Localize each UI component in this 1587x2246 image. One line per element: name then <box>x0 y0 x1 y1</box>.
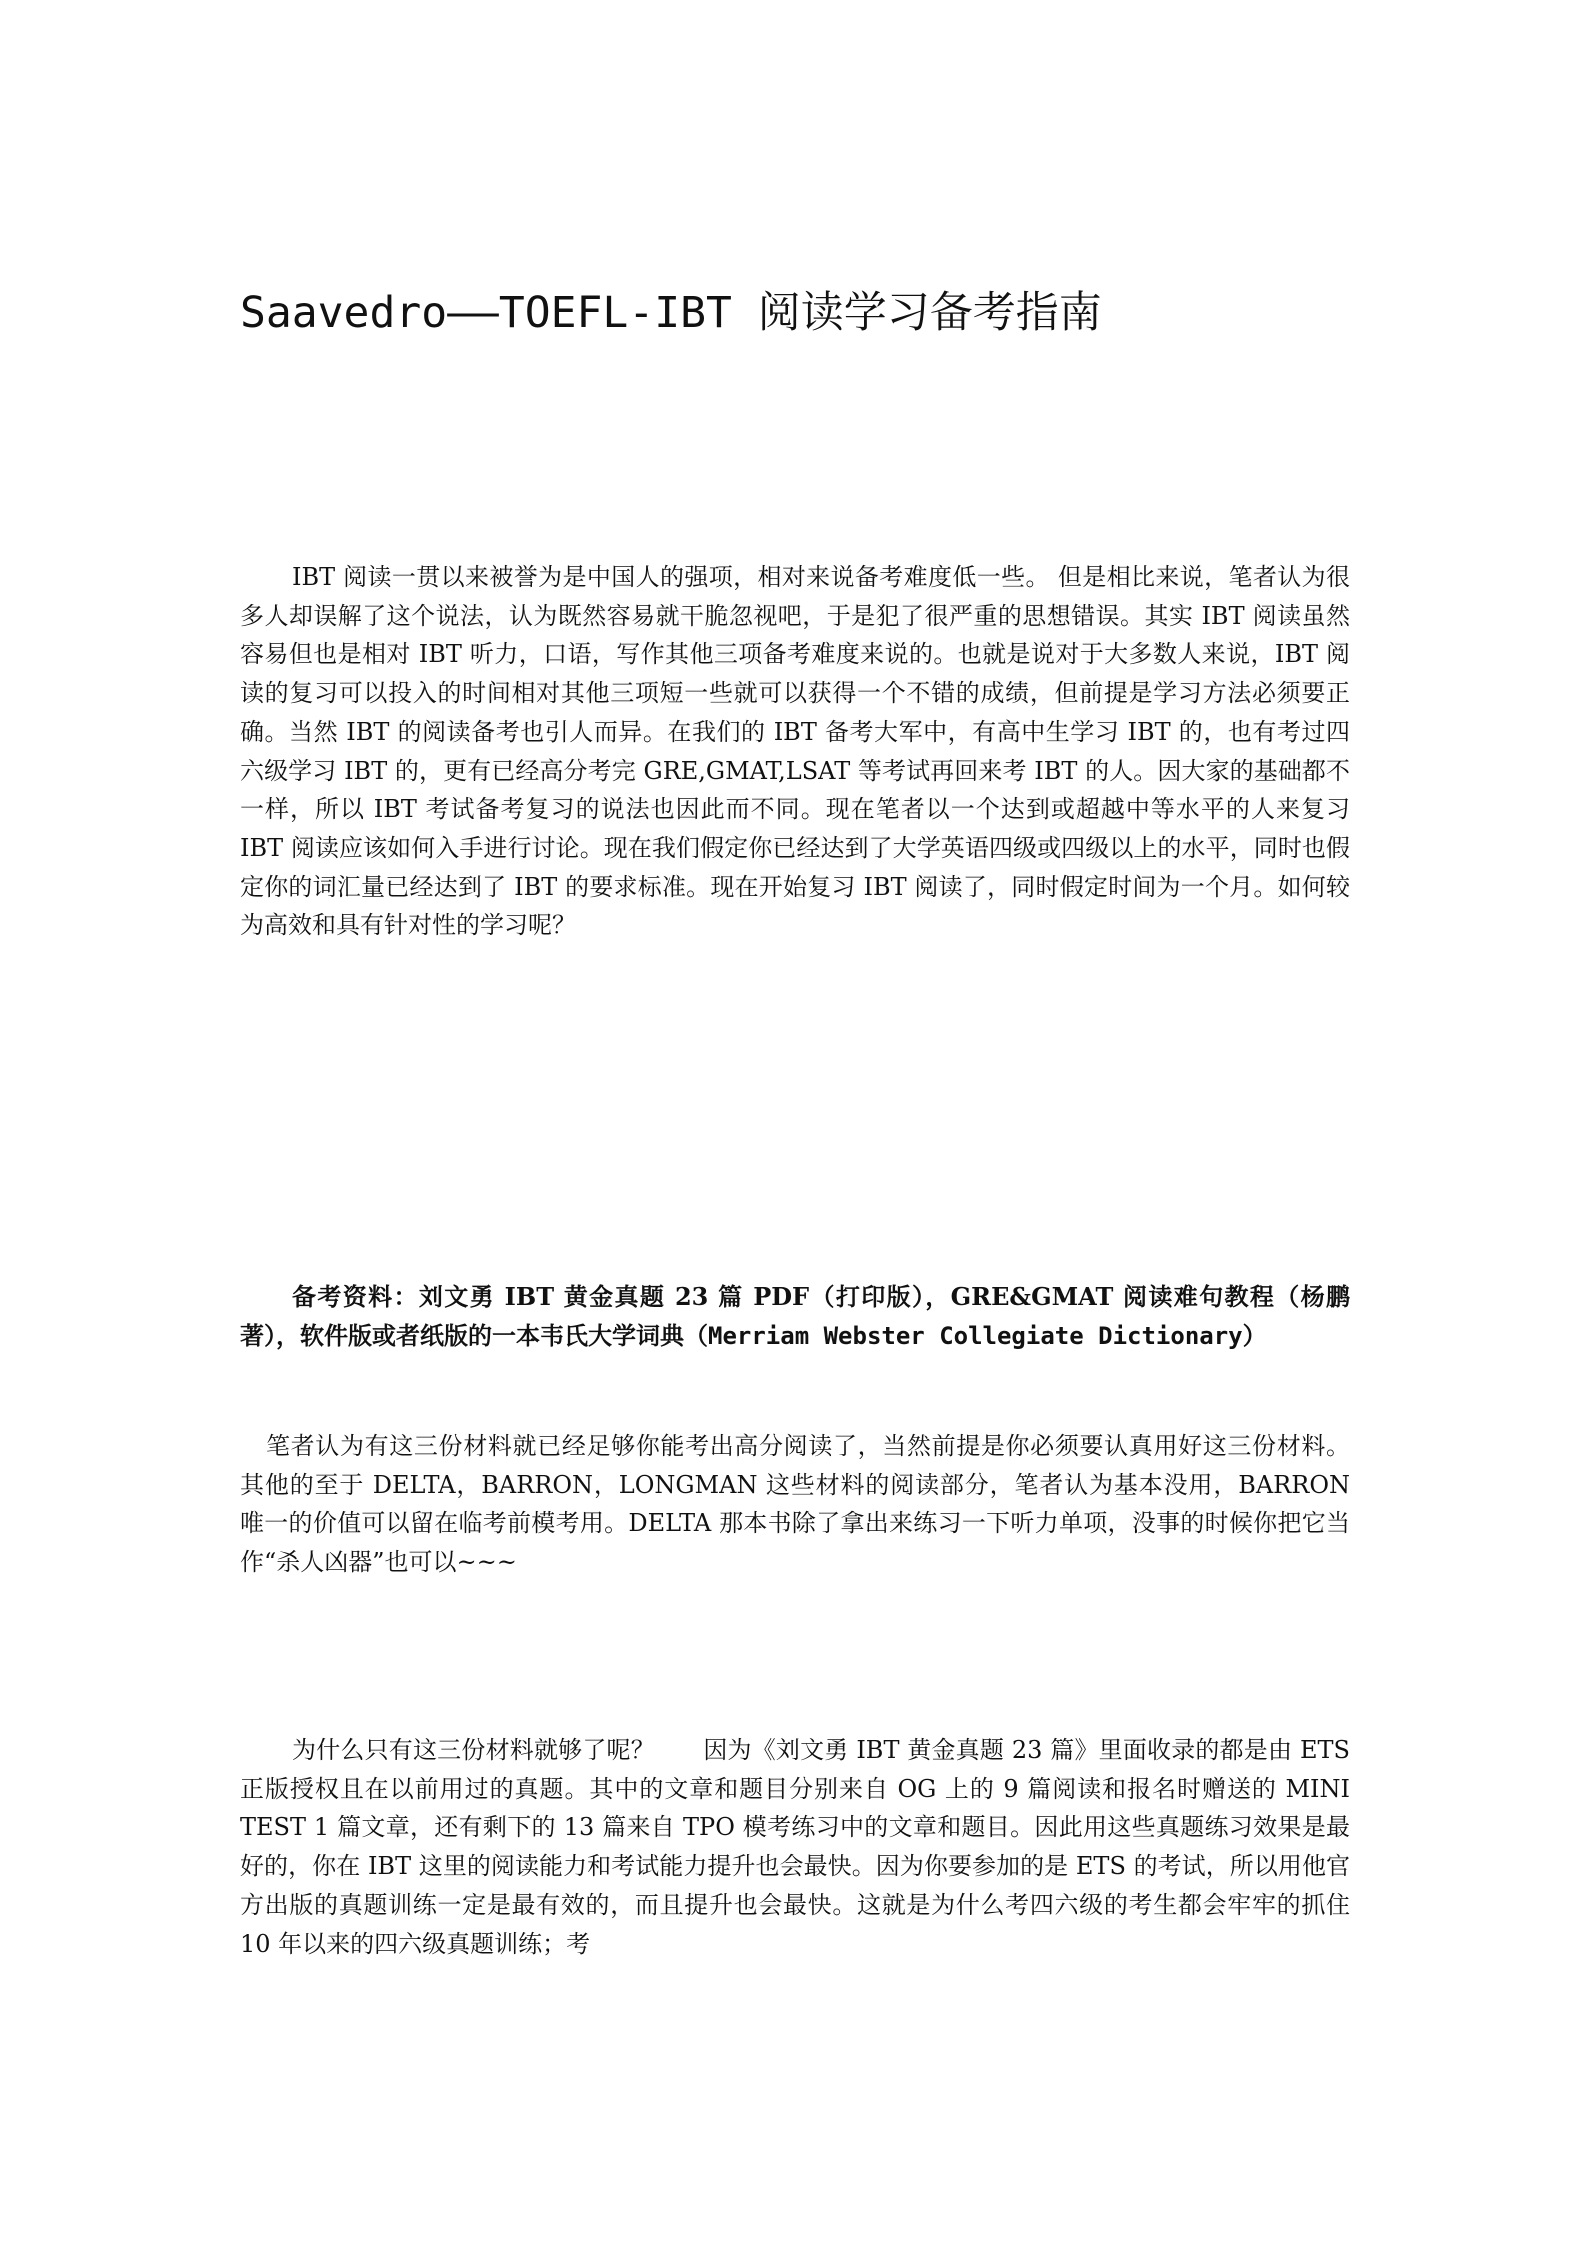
document-title: Saavedro——TOEFL-IBT 阅读学习备考指南 <box>240 288 1102 338</box>
dictionary-name: Merriam Webster Collegiate Dictionary <box>708 1321 1243 1350</box>
materials-paragraph <box>240 1278 1350 1355</box>
materials-text: 备考资料：刘文勇 IBT 黄金真题 23 篇 PDF（打印版），GRE&GMAT 阅读难句教程（杨鹏著），软件版或者纸版的一本韦氏大学词典（ <box>240 1282 1350 1350</box>
intro-paragraph: IBT 阅读一贯以来被誉为是中国人的强项，相对来说备考难度低一些。 但是相比来说，笔者认为很多人却误解了这个说法，认为既然容易就干脆忽视吧，于是犯了很严重的思想错误。其实 IBT 阅读虽然容易但也是相对 IBT 听力，口语，写作其他三项备考难度来说的。也就是说对于大多数人来说，IBT 阅读的复习可以投入的时间相对其他三项短一些就可以获得一个不错的成绩，但前提是学习方法必须要正确。当然 IBT 的阅读备考也引人而异。在我们的 IBT 备考大军中，有高中生学习 IBT 的，也有考过四六级学习 IBT 的，更有已经高分考完 GRE,GMAT,LSAT 等考试再回来考 IBT 的人。因大家的基础都不一样，所以 IBT 考试备考复习的说法也因此而不同。现在笔者以一个达到或超越中等水平的人来复习 IBT 阅读应该如何入手进行讨论。现在我们假定你已经达到了大学英语四级或四级以上的水平，同时也假定你的词汇量已经达到了 IBT 的要求标准。现在开始复习 IBT 阅读了，同时假定时间为一个月。如何较为高效和具有针对性的学习呢？ <box>240 563 1350 940</box>
materials-closing: ） <box>1242 1320 1267 1350</box>
why-paragraph: 为什么只有这三份材料就够了呢？ 因为《刘文勇 IBT 黄金真题 23 篇》里面收录的都是由 ETS 正版授权且在以前用过的真题。其中的文章和题目分别来自 OG 上的 9 篇阅读和报名时赠送的 MINI TEST 1 篇文章，还有剩下的 13 篇来自 TPO 模考练习中的文章和题目。因此用这些真题练习效果是最好的，你在 IBT 这里的阅读能力和考试能力提升也会最快。因为你要参加的是 ETS 的考试，所以用他官方出版的真题训练一定是最有效的，而且提升也会最快。这就是为什么考四六级的考生都会牢牢的抓住 10 年以来的四六级真题训练；考 <box>240 1736 1350 1958</box>
opinion-paragraph: 笔者认为有这三份材料就已经足够你能考出高分阅读了，当然前提是你必须要认真用好这三份材料。 其他的至于 DELTA，BARRON，LONGMAN 这些材料的阅读部分，笔者认为基本没用，BARRON 唯一的价值可以留在临考前模考用。DELTA 那本书除了拿出来练习一下听力单项，没事的时候你把它当作“杀人凶器”也可以~~~ <box>240 1432 1350 1577</box>
